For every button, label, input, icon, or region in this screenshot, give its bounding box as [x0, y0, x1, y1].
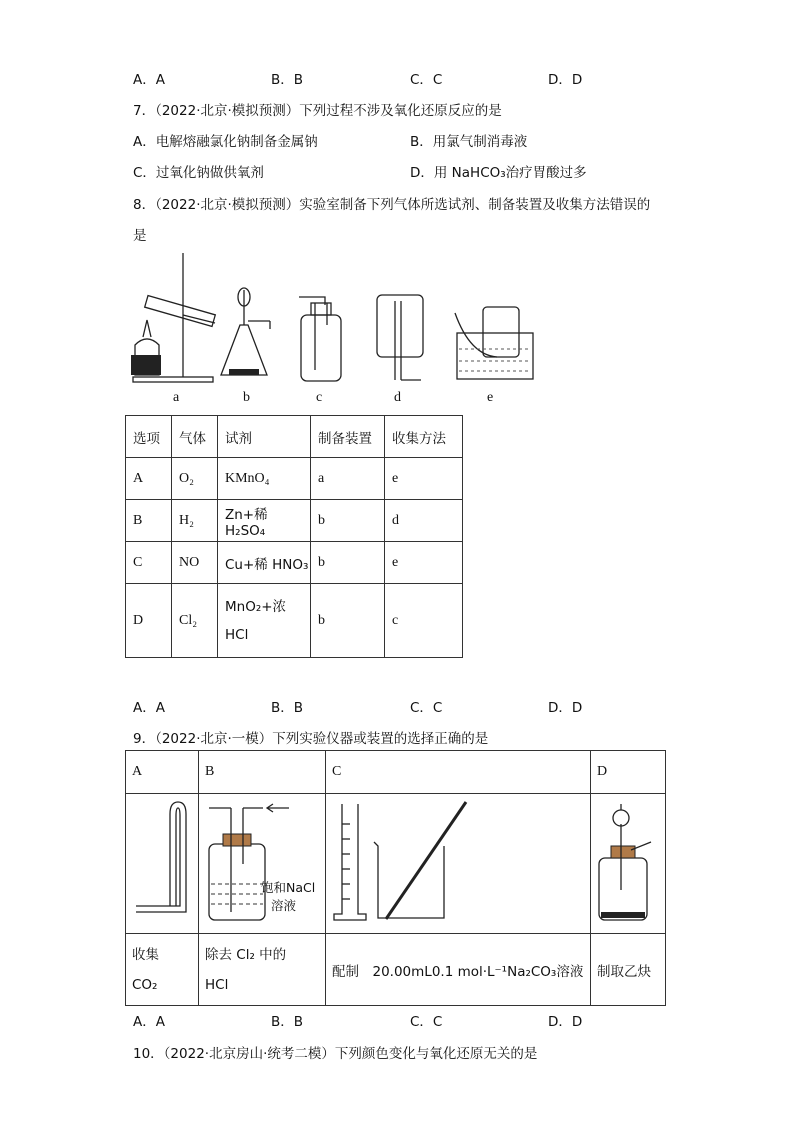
cell-gas: NO [172, 542, 218, 584]
b-figure-label-line1: 饱和NaCl [261, 880, 316, 895]
q9-stem: 9．（2022·北京·一模）下列实验仪器或装置的选择正确的是 [133, 731, 489, 747]
table-header-row [126, 416, 463, 458]
reagent-line1: MnO₂+浓 [225, 598, 287, 615]
cell-option: C [126, 542, 172, 584]
cell-reagent [218, 584, 311, 658]
cell-device: a [311, 458, 385, 500]
q8-table [125, 415, 463, 658]
figure-b [199, 794, 326, 934]
table-row [126, 500, 463, 542]
q7-stem: 7．（2022·北京·模拟预测）下列过程不涉及氧化还原反应的是 [133, 103, 502, 119]
apparatus-d-icon [377, 295, 423, 380]
q8-stem-line2: 是 [133, 228, 147, 244]
figure-c [326, 794, 591, 934]
header-device: 制备装置 [311, 416, 385, 458]
cell-collect: e [385, 542, 463, 584]
b-figure-label-line2: 溶液 [271, 898, 297, 913]
cell-device: b [311, 584, 385, 658]
q9-option-d: D．D [548, 1014, 583, 1030]
cylinder-beaker-rod-icon [326, 794, 590, 928]
q7-option-c: C．过氧化钠做供氧剂 [133, 165, 264, 181]
q8-option-a: A．A [133, 700, 165, 716]
cell-option: A [126, 458, 172, 500]
q7-option-b: B．用氯气制消毒液 [410, 134, 528, 150]
description-row [126, 934, 666, 1006]
desc-b-line1: 除去 Cl₂ 中的 [205, 946, 287, 963]
cell-option: B [126, 500, 172, 542]
cell-gas: O₂ [172, 458, 218, 500]
table-row [126, 458, 463, 500]
cell-collect: e [385, 458, 463, 500]
cell-gas: Cl₂ [172, 584, 218, 658]
header-option: 选项 [126, 416, 172, 458]
cell-reagent: Zn+稀 H₂SO₄ [218, 500, 311, 542]
apparatus-label-e: e [487, 390, 494, 405]
table-row [126, 542, 463, 584]
header-gas: 气体 [172, 416, 218, 458]
figure-d [591, 794, 666, 934]
q8-apparatus-figure [125, 245, 545, 395]
cell-gas: H₂ [172, 500, 218, 542]
q10-stem: 10．（2022·北京房山·统考二模）下列颜色变化与氧化还原无关的是 [133, 1046, 538, 1062]
q6-option-c: C．C [410, 72, 443, 88]
desc-d: 制取乙炔 [591, 934, 666, 1006]
table-header-row [126, 751, 666, 794]
desc-a-line1: 收集 [132, 946, 159, 963]
header-b: B [199, 751, 326, 794]
q7-option-a: A．电解熔融氯化钠制备金属钠 [133, 134, 318, 150]
q6-option-a: A．A [133, 72, 165, 88]
q8-option-c: C．C [410, 700, 443, 716]
q9-option-a: A．A [133, 1014, 165, 1030]
apparatus-a-icon [131, 253, 215, 382]
cell-reagent: KMnO₄ [218, 458, 311, 500]
q9-table [125, 750, 666, 1006]
acetylene-generator-icon [591, 794, 665, 928]
cell-collect: d [385, 500, 463, 542]
figure-a [126, 794, 199, 934]
cell-device: b [311, 542, 385, 584]
gas-washing-bottle-icon [199, 794, 325, 928]
header-a: A [126, 751, 199, 794]
apparatus-label-d: d [394, 390, 401, 405]
apparatus-c-icon [299, 297, 341, 381]
cell-device: b [311, 500, 385, 542]
apparatus-label-c: c [316, 390, 323, 405]
cell-collect: c [385, 584, 463, 658]
header-reagent: 试剂 [218, 416, 311, 458]
desc-a [126, 934, 199, 1006]
inverted-u-tube-icon [126, 794, 198, 928]
desc-b-line2: HCl [205, 976, 229, 993]
desc-c: 配制 20.00mL0.1 mol·L⁻¹Na₂CO₃溶液 [326, 934, 591, 1006]
apparatus-b-icon [221, 288, 270, 375]
reagent-line2: HCl [225, 626, 249, 643]
q9-option-c: C．C [410, 1014, 443, 1030]
q9-option-b: B．B [271, 1014, 304, 1030]
q8-stem-line1: 8．（2022·北京·模拟预测）实验室制备下列气体所选试剂、制备装置及收集方法错误的 [133, 197, 651, 213]
q8-option-d: D．D [548, 700, 583, 716]
cell-option: D [126, 584, 172, 658]
header-d: D [591, 751, 666, 794]
desc-a-line2: CO₂ [132, 976, 158, 993]
figure-row [126, 794, 666, 934]
apparatus-label-b: b [243, 390, 250, 405]
apparatus-label-a: a [173, 390, 180, 405]
q8-option-b: B．B [271, 700, 304, 716]
cell-reagent: Cu+稀 HNO₃ [218, 542, 311, 584]
header-collect: 收集方法 [385, 416, 463, 458]
q6-option-b: B．B [271, 72, 304, 88]
apparatus-e-icon [455, 307, 533, 379]
table-row [126, 584, 463, 658]
q7-option-d: D．用 NaHCO₃治疗胃酸过多 [410, 165, 587, 181]
header-c: C [326, 751, 591, 794]
q6-option-d: D．D [548, 72, 583, 88]
desc-b [199, 934, 326, 1006]
